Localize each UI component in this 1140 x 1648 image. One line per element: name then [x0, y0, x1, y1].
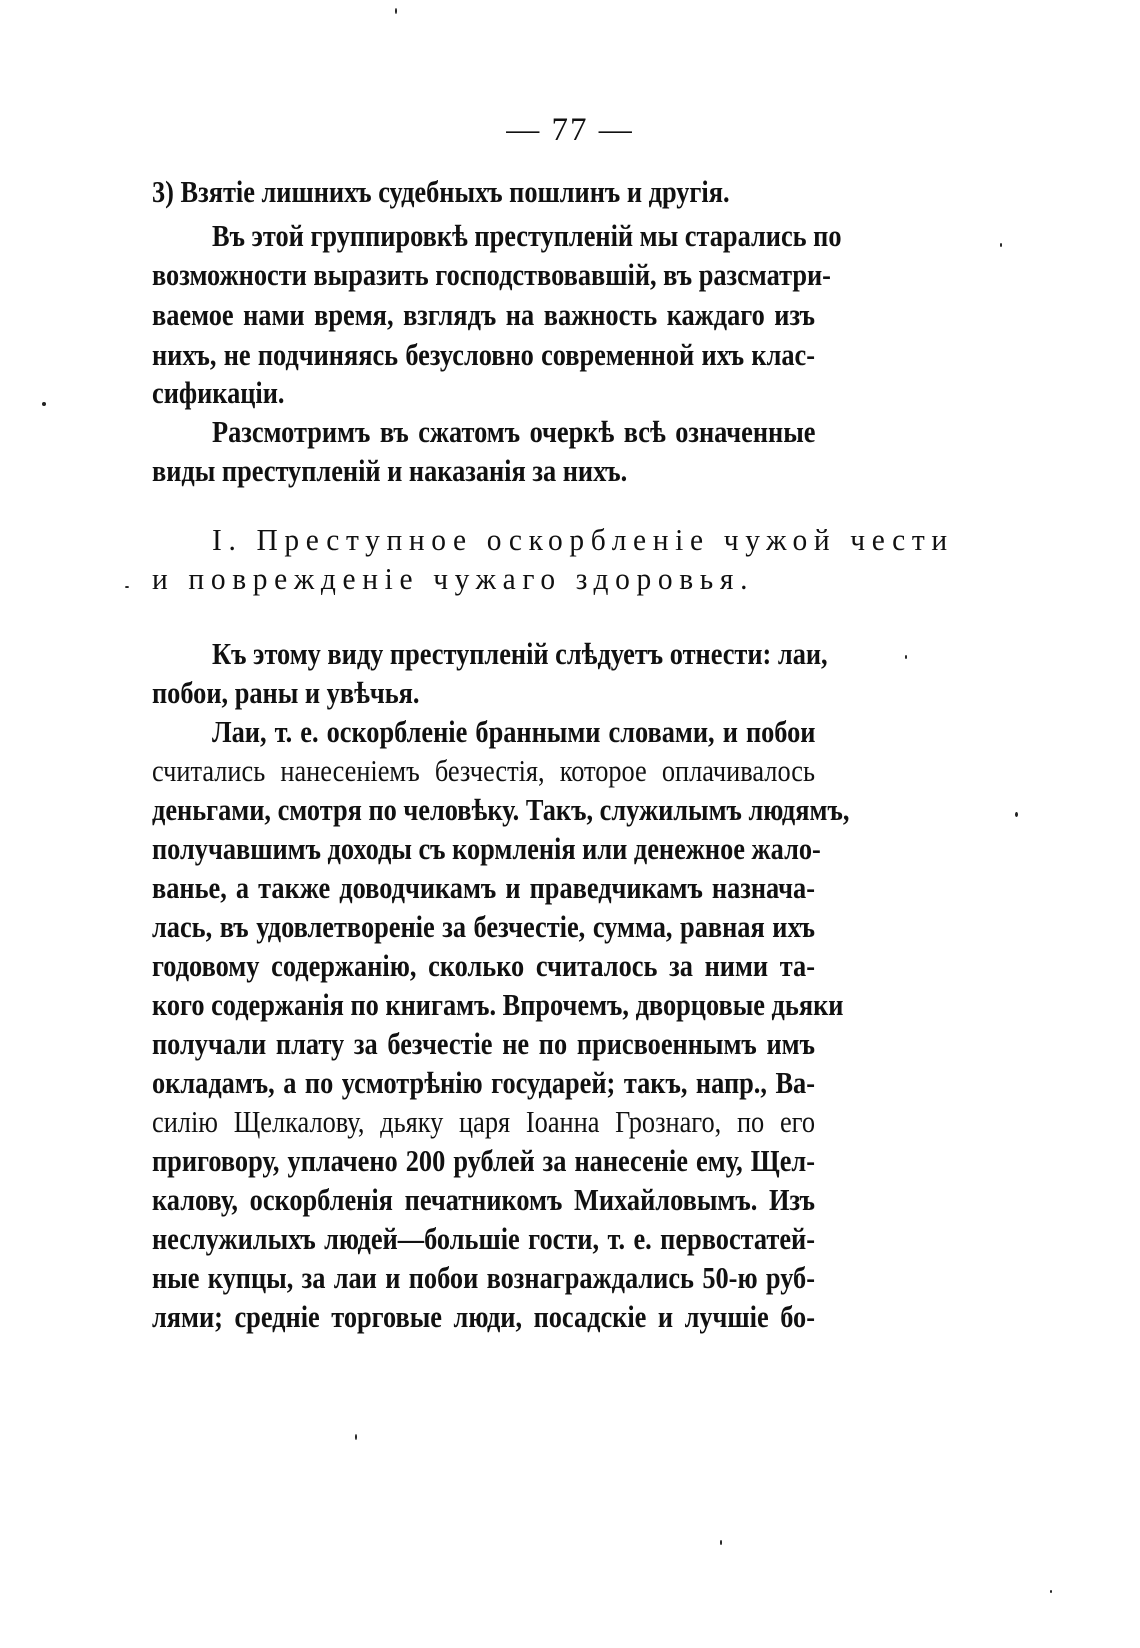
text-line: нихъ, не подчиняясь безусловно современной ихъ клас-: [152, 337, 815, 372]
text-line: Въ этой группировкѣ преступленій мы старались по: [212, 218, 842, 253]
section-heading: и поврежденіе чужаго здоровья.: [152, 561, 755, 596]
text-line: неслужилыхъ людей—большіе гости, т. е. первостатей-: [152, 1221, 815, 1256]
text-line: Лаи, т. е. оскорбленіе бранными словами, и побои: [212, 714, 816, 749]
text-line: ваемое нами время, взглядъ на важность каждаго изъ: [152, 297, 815, 332]
scan-speck: [125, 586, 129, 588]
scan-speck: [905, 655, 907, 659]
text-line: силію Щелкалову, дьяку царя Іоанна Грознаго, по его: [152, 1104, 815, 1139]
text-line: Разсмотримъ въ сжатомъ очеркѣ всѣ означенные: [212, 414, 816, 449]
scan-speck: [1000, 243, 1002, 247]
text-line: считались нанесеніемъ безчестія, которое оплачивалось: [152, 753, 815, 788]
scan-speck: [42, 402, 46, 406]
scan-speck: [1050, 1590, 1052, 1593]
text-line: лями; средніе торговые люди, посадскіе и лучшіе бо-: [152, 1299, 815, 1334]
text-line: годовому содержанію, сколько считалось за ними та-: [152, 948, 815, 983]
text-line: кого содержанія по книгамъ. Впрочемъ, дворцовые дьяки: [152, 987, 844, 1022]
text-line: приговору, уплачено 200 рублей за нанесеніе ему, Щел-: [152, 1143, 815, 1178]
text-line: получали плату за безчестіе не по присвоеннымъ имъ: [152, 1026, 815, 1061]
text-line: деньгами, смотря по человѣку. Такъ, служилымъ людямъ,: [152, 792, 850, 827]
scan-speck: [355, 1434, 357, 1440]
text-line: виды преступленій и наказанія за нихъ.: [152, 453, 628, 488]
text-line: ные купцы, за лаи и побои вознаграждались 50-ю руб-: [152, 1260, 815, 1295]
scan-speck: [395, 8, 397, 14]
section-heading: I. Преступное оскорбленіе чужой чести: [212, 522, 954, 557]
scan-speck: [1015, 812, 1018, 817]
text-line: окладамъ, а по усмотрѣнію государей; такъ, напр., Ва-: [152, 1065, 815, 1100]
page-number: — 77 —: [506, 112, 634, 148]
text-line: побои, раны и увѣчья.: [152, 675, 420, 710]
text-line: сификаціи.: [152, 375, 285, 410]
text-line: ванье, а также доводчикамъ и праведчикамъ назнача-: [152, 870, 815, 905]
text-line: лась, въ удовлетвореніе за безчестіе, сумма, равная ихъ: [152, 909, 815, 944]
text-line: калову, оскорбленія печатникомъ Михайловымъ. Изъ: [152, 1182, 815, 1217]
text-line: возможности выразить господствовавшій, въ разсматри-: [152, 257, 831, 292]
text-line: Къ этому виду преступленій слѣдуетъ отнести: лаи,: [212, 636, 828, 671]
text-line: 3) Взятіе лишнихъ судебныхъ пошлинъ и другія.: [152, 174, 730, 209]
text-line: получавшимъ доходы съ кормленія или денежное жало-: [152, 831, 821, 866]
scan-speck: [720, 1540, 722, 1545]
